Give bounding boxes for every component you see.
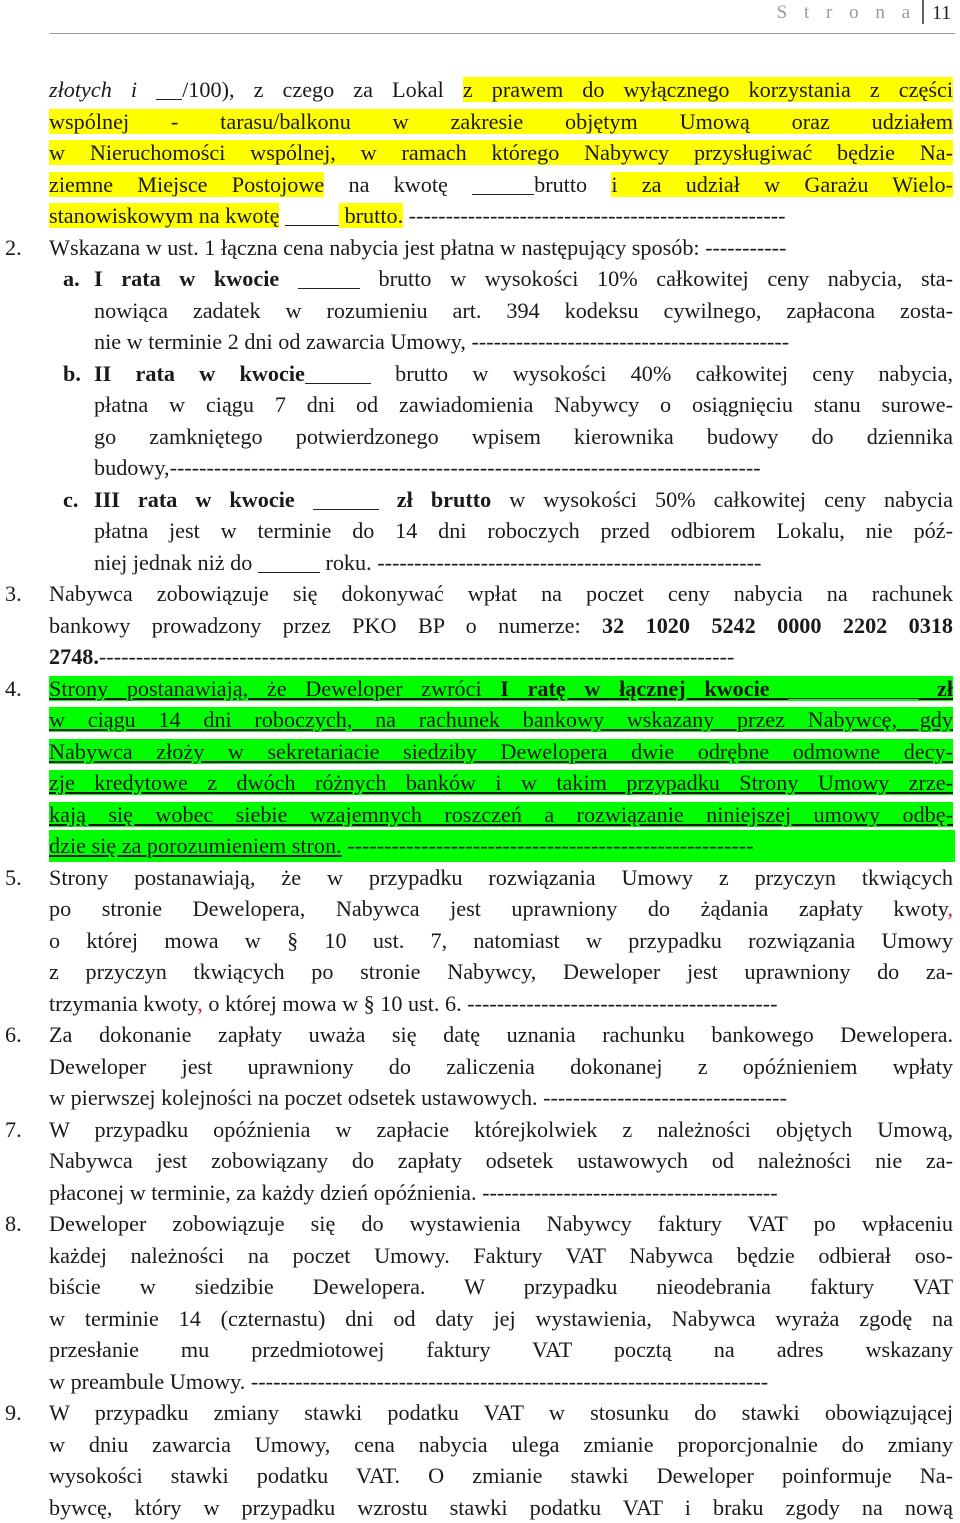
text-line: przesłanie mu przedmiotowej faktury VAT pocztą na adres wskazany [0,1334,960,1366]
list-item: 4. Strony postanawiają, że Deweloper zwróci I ratę w łącznej kwocie zł [0,673,960,705]
text-line: kają się wobec siebie wzajemnych roszczeń a rozwiązanie niniejszej umowy odbę- [0,799,960,831]
text-line: Nabywca jest zobowiązany do zapłaty odsetek ustawowych od należności nie za- [0,1145,960,1177]
text-line: zje kredytowe z dwóch różnych banków i w takim przypadku Strony Umowy zrze- [0,767,960,799]
list-item: 7. W przypadku opóźnienia w zapłacie którejkolwiek z należności objętych Umową, [0,1114,960,1146]
text-line: w pierwszej kolejności na poczet odsetek ustawowych. --------------------------------- [0,1082,960,1114]
text-line: każdej należności na poczet Umowy. Faktury VAT Nabywca będzie odbierał oso- [0,1240,960,1272]
blank-field [298,266,360,289]
text-line: nie w terminie 2 dni od zawarcia Umowy, ------------------------------------------- [0,326,960,358]
text-line: płaconej w terminie, za każdy dzień opóźnienia. ---------------------------------------- [0,1177,960,1209]
text-line: o której mowa w § 10 ust. 7, natomiast w przypadku rozwiązania Umowy [0,925,960,957]
list-item: c. III rata w kwocie zł brutto w wysokości 50% całkowitej ceny nabycia [0,484,960,516]
list-item: 2. Wskazana w ust. 1 łączna cena nabycia jest płatna w następujący sposób: ----------- [0,232,960,264]
list-item: 9. W przypadku zmiany stawki podatku VAT w stosunku do stawki obowiązującej [0,1397,960,1429]
list-item: 6. Za dokonanie zapłaty uważa się datę uznania rachunku bankowego Dewelopera. [0,1019,960,1051]
text-line: płatna w ciągu 7 dni od zawiadomienia Nabywcy o osiągnięciu stanu surowe- [0,389,960,421]
list-item: 5. Strony postanawiają, że w przypadku rozwiązania Umowy z przyczyn tkwiących [0,862,960,894]
text-line: bywcę, który w przypadku wzrostu stawki podatku VAT i braku zgody na nową [0,1492,960,1523]
text-line: 2748.-------------------------------------------------------------------------------------- [0,641,960,673]
list-item: b. II rata w kwocie brutto w wysokości 40% całkowitej ceny nabycia, [0,358,960,390]
blank-field [156,77,182,100]
text-line: stanowiskowym na kwotę brutto. --------------------------------------------------- [0,200,960,232]
text-line: wysokości stawki podatku VAT. O zmianie stawki Deweloper poinformuje Na- [0,1460,960,1492]
text-line: biście w siedzibie Dewelopera. W przypadku nieodebrania faktury VAT [0,1271,960,1303]
text-line: ziemne Miejsce Postojowe na kwotę brutto i za udział w Garażu Wielo- [0,169,960,201]
header-separator [922,0,924,24]
blank-field [305,361,371,384]
blank-field [285,203,339,226]
text-line: trzymania kwoty, o której mowa w § 10 ust. 6. ------------------------------------------ [0,988,960,1020]
text-line: bankowy prowadzony przez PKO BP o numerze: 32 1020 5242 0000 2202 0318 [0,610,960,642]
text-line: w preambule Umowy. ---------------------------------------------------------------------- [0,1366,960,1398]
text-line: nowiąca zadatek w rozumieniu art. 394 kodeksu cywilnego, zapłacona zosta- [0,295,960,327]
text-line: z przyczyn tkwiących po stronie Nabywcy, Deweloper jest uprawniony do za- [0,956,960,988]
text-line: Nabywca złoży w sekretariacie siedziby Dewelopera dwie odrębne odmowne decy- [0,736,960,768]
list-item: a. I rata w kwocie brutto w wysokości 10% całkowitej ceny nabycia, sta- [0,263,960,295]
text-line: budowy,-------------------------------------------------------------------------------- [0,452,960,484]
page-number: 11 [932,2,951,25]
text-line: po stronie Dewelopera, Nabywca jest uprawniony do żądania zapłaty kwoty, [0,893,960,925]
blank-field [788,676,918,699]
blank-field [472,172,534,195]
text-line: złotych i /100), z czego za Lokal z prawem do wyłącznego korzystania z części [0,74,960,106]
text-line: płatna jest w terminie do 14 dni roboczych przed odbiorem Lokalu, nie póź- [0,515,960,547]
text-line: w dniu zawarcia Umowy, cena nabycia ulega zmianie proporcjonalnie do zmiany [0,1429,960,1461]
list-item: 8. Deweloper zobowiązuje się do wystawienia Nabywcy faktury VAT po wpłaceniu [0,1208,960,1240]
blank-field [258,550,320,573]
text-line: w Nieruchomości wspólnej, w ramach którego Nabywcy przysługiwać będzie Na- [0,137,960,169]
text-line: Deweloper jest uprawniony do zaliczenia dokonanej z opóźnieniem wpłaty [0,1051,960,1083]
text-line: niej jednak niż do roku. ---------------------------------------------------- [0,547,960,579]
page-label: S t r o n a [777,2,916,24]
text-line: w ciągu 14 dni roboczych, na rachunek bankowy wskazany przez Nabywcę, gdy [0,704,960,736]
document-body [0,74,960,1523]
header-rule [50,33,955,34]
text-line: w terminie 14 (czternastu) dni od daty jej wystawienia, Nabywca wyraża zgodę na [0,1303,960,1335]
text-line: wspólnej - tarasu/balkonu w zakresie objętym Umową oraz udziałem [0,106,960,138]
page-header [0,0,960,30]
blank-field [313,487,379,510]
text-line: go zamkniętego potwierdzonego wpisem kierownika budowy do dziennika [0,421,960,453]
list-item: 3. Nabywca zobowiązuje się dokonywać wpłat na poczet ceny nabycia na rachunek [0,578,960,610]
text-line: dzie się za porozumieniem stron. ------------------------------------------------------- [0,830,960,862]
